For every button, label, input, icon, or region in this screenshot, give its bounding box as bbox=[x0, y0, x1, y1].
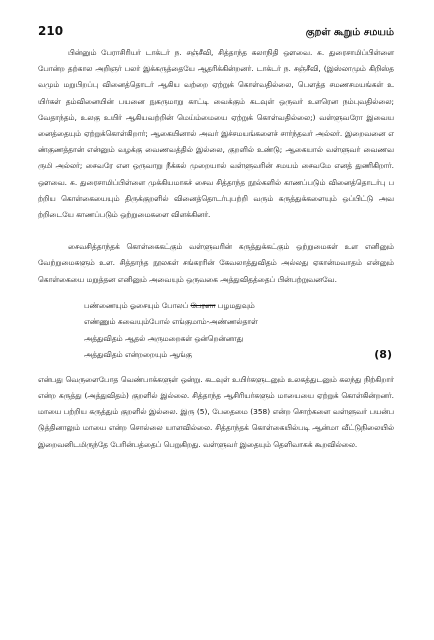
verse-line-1 bbox=[84, 298, 394, 315]
running-title: குறள் கூறும் சமயம் bbox=[305, 27, 394, 38]
paragraph-closing: என்பது வெருளைபோத வெண்பாக்களுள் ஒன்று. கடவுள் உயிர்களுடனும் உலகத்துடனும் கலந்து நிற்கிறார் என்ற கருத்து (அத்துவிதம்) குறளில் இல்லை. சித்தாந்த ஆசிரியர்களும் மாயையை ஏற்றுக் கொள்கின்றனர். மாயை பற்றிய கருத்தும் குறளில் இல்லை. இரு (5), பேதைமை (358) என்ற சொற்களை வள்ளுவர் பயன்படுத்தினாலும் மாயை என்ற சொல்லை யாளவில்லை. சித்தாந்தக் கொள்கையில்படி ஆன்மா வீட்டுநிலையில் இறைவனிடமிருந்தே பேரின்பத்தைப் பெறுகிறது. வள்ளுவர் இதையும் தெளிவாகக் கூறவில்லை. bbox=[38, 374, 394, 449]
verse-number: (8) bbox=[374, 348, 392, 362]
verse-line-text: அத்துவிதம் என்றறையும் ஆங்கு bbox=[84, 350, 192, 360]
verse-line-3 bbox=[84, 331, 394, 348]
page-number: 210 bbox=[38, 24, 64, 38]
verse-line-2 bbox=[84, 314, 394, 331]
paragraph-saiva-siddhanta: சைவசித்தாந்தக் கொள்கைகட்கும் வள்ளுவரின் கருத்துக்கட்கும் ஒற்றுமைகள் உள எனினும் வேற்றுமைகளும் உள. சித்தாந்த நூலகள் சங்கரரின் கேவலாத்துவிதம் அல்லது ஏகான்மவாதம் என்னும் கொள்கையை மறுத்தன எனினும் அவையும் ஒருவகை அத்துவிதத்தைப் பின்பற்றுவனவே. bbox=[38, 242, 394, 284]
quoted-verse bbox=[84, 298, 394, 364]
verse-line-text: பண்ணையும் ஓசையும் போலப் பேரளா பழமதுவும் bbox=[84, 300, 255, 310]
paragraph-gap bbox=[38, 223, 394, 239]
verse-line-4 bbox=[84, 347, 394, 364]
struck-word: பேரளா bbox=[190, 300, 216, 310]
verse-line-text: அத்துவிதம் ஆதல் அருமறைகள் ஒன்றென்னாது bbox=[84, 333, 244, 343]
page-header bbox=[38, 24, 394, 39]
verse-line-text: எண்ணும் சுவையும்போல் எங்குமாம்-அண்ணல்தாள் bbox=[84, 317, 258, 327]
paragraph-scholars: பின்னும் பேராசிரியர் டாக்டர் ந. சஞ்சீவி, சித்தாந்த கலாநிதி ஔவை. சு. துரைசாமிப்பிள்ளை போன்ற தற்கால அறிஞர் பலர் இக்கருத்தையே ஆதரிக்கின்றனர். டாக்டர் ந. சஞ்சீவி, (இஸ்லாமும் கிறிஸ்தவமும் மறுபிறப்பு வினைத்தொடர் ஆகிய வற்றை ஏற்றுக் கொள்வதில்லை, பௌத்த சமணசமயங்கள் உயிர்கள் தம்வினையின் பயனை நுகருமாறு காட்டி வைக்கும் கடவுள் ஒருவர் உளரென நம்புவதில்லை; வேதாந்தம், உலகு உயிர் ஆகியவற்றின் மெய்ம்மையை ஏற்றுக் கொள்வதில்லை;) வள்ளுவரோ இவையனைத்தையும் ஏற்றுக்கொள்கிறார்; ஆகையினால் அவர் இச்சமயங்களைச் சார்ந்தவர் அல்லர். இறைவனை எண்குணத்தான் என்னும் வழக்கு வைணவத்தில் இல்லை, குறளில் உண்டு; ஆகையால் வள்ளுவர் வைணவருமி அல்லர்; சைவரே என ஒருவாறு நீக்கல் முறையால் வள்ளுவரின் சமயம் சைவமே எனத் துணிகிறார். ஔவை. சு. துரைசாமிப்பிள்ளை முக்கியமாகச் சைவ சித்தாந்த நூல்களில் காணப்படும் வினைத்தொடர்பு பற்றிய கொள்கையையும் திருக்குறளில் வினைத்தொடர்புபற்றி வரும் கருத்துக்களையும் ஒப்பிட்டு அவற்றிடையே காணப்படும் ஒற்றுமைகளை விளக்கினர். bbox=[38, 48, 394, 220]
